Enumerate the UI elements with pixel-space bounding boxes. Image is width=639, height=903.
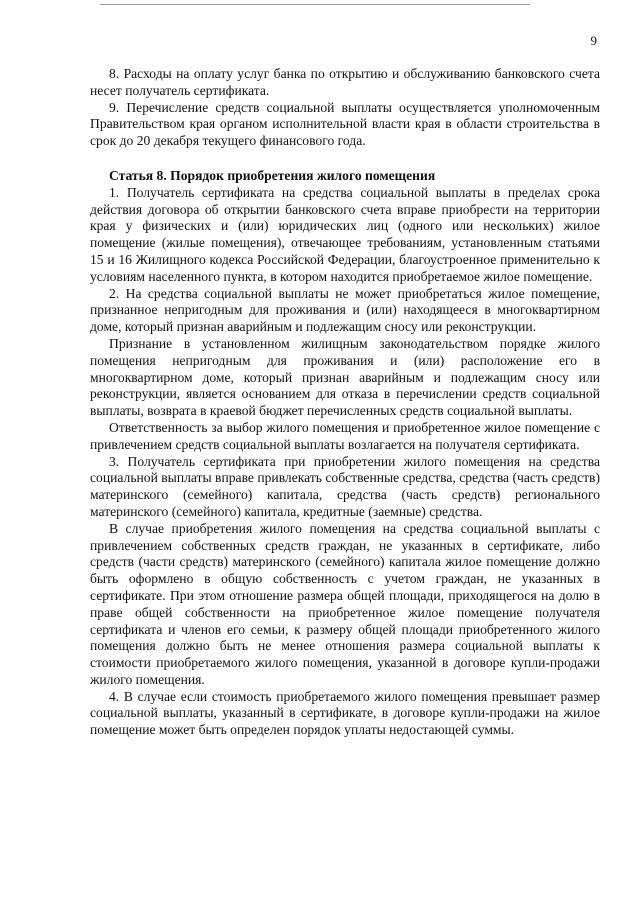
document-body <box>90 66 600 739</box>
scan-top-line <box>100 4 530 5</box>
paragraph: 4. В случае если стоимость приобретаемого жилого помещения превышает размер социальной выплаты, указанный в сертификате, в договоре купли-продажи на жилое помещение может быть определен порядок уплаты недостающей суммы. <box>90 688 600 738</box>
paragraph: 1. Получатель сертификата на средства социальной выплаты в пределах срока действия договора об открытии банковского счета вправе приобрести на территории края у физических и (или) юридических лиц (одного или нескольких) жилое помещение (жилые помещения), отвечающее требованиям, установленным статьями 15 и 16 Жилищного кодекса Российской Федерации, благоустроенное применительно к условиям населенного пункта, в котором находится приобретаемое жилое помещение. <box>90 184 600 284</box>
paragraph-8: 8. Расходы на оплату услуг банка по открытию и обслуживанию банковского счета несет получатель сертификата. <box>90 66 600 98</box>
article-heading: Статья 8. Порядок приобретения жилого помещения <box>109 167 436 183</box>
paragraph: 2. На средства социальной выплаты не может приобретаться жилое помещение, признанное непригодным для проживания и (или) находящееся в многоквартирном доме, который признан аварийным и подлежащим сносу или реконструкции. <box>90 285 600 335</box>
paragraph: Признание в установленном жилищным законодательством порядке жилого помещения непригодным для проживания и (или) расположение его в многоквартирном доме, который признан аварийным и подлежащим сносу или реконструкции, является основанием для отказа в перечислении средств социальной выплаты, возврата в краевой бюджет перечисленных средств социальной выплаты. <box>90 335 600 419</box>
paragraph-9: 9. Перечисление средств социальной выплаты осуществляется уполномоченным Правительством края органом исполнительной власти края в области строительства в срок до 20 декабря текущего финансового года. <box>90 99 600 149</box>
paragraph: 3. Получатель сертификата при приобретении жилого помещения на средства социальной выплаты вправе привлекать собственные средства, средства (часть средств) материнского (семейного) капитала, средства (часть средств) регионального материнского (семейного) капитала, кредитные (заемные) средства. <box>90 453 600 519</box>
paragraph: Ответственность за выбор жилого помещения и приобретенное жилое помещение с привлечением средств социальной выплаты возлагается на получателя сертификата. <box>90 419 600 452</box>
paragraph: В случае приобретения жилого помещения на средства социальной выплаты с привлечением собственных средств граждан, не указанных в сертификате, либо средств (части средств) материнского (семейного) капитала жилое помещение должно быть оформлено в общую собственность с учетом граждан, не указанных в сертификате. При этом отношение размера общей площади, приходящегося на долю в праве общей собственности на приобретенное жилое помещение получателя сертификата и членов его семьи, к размеру общей площади приобретенного жилого помещения должно быть не менее отношения размера социальной выплаты к стоимости приобретаемого жилого помещения, указанной в договоре купли-продажи жилого помещения. <box>90 520 600 687</box>
page-number: 9 <box>590 33 597 48</box>
